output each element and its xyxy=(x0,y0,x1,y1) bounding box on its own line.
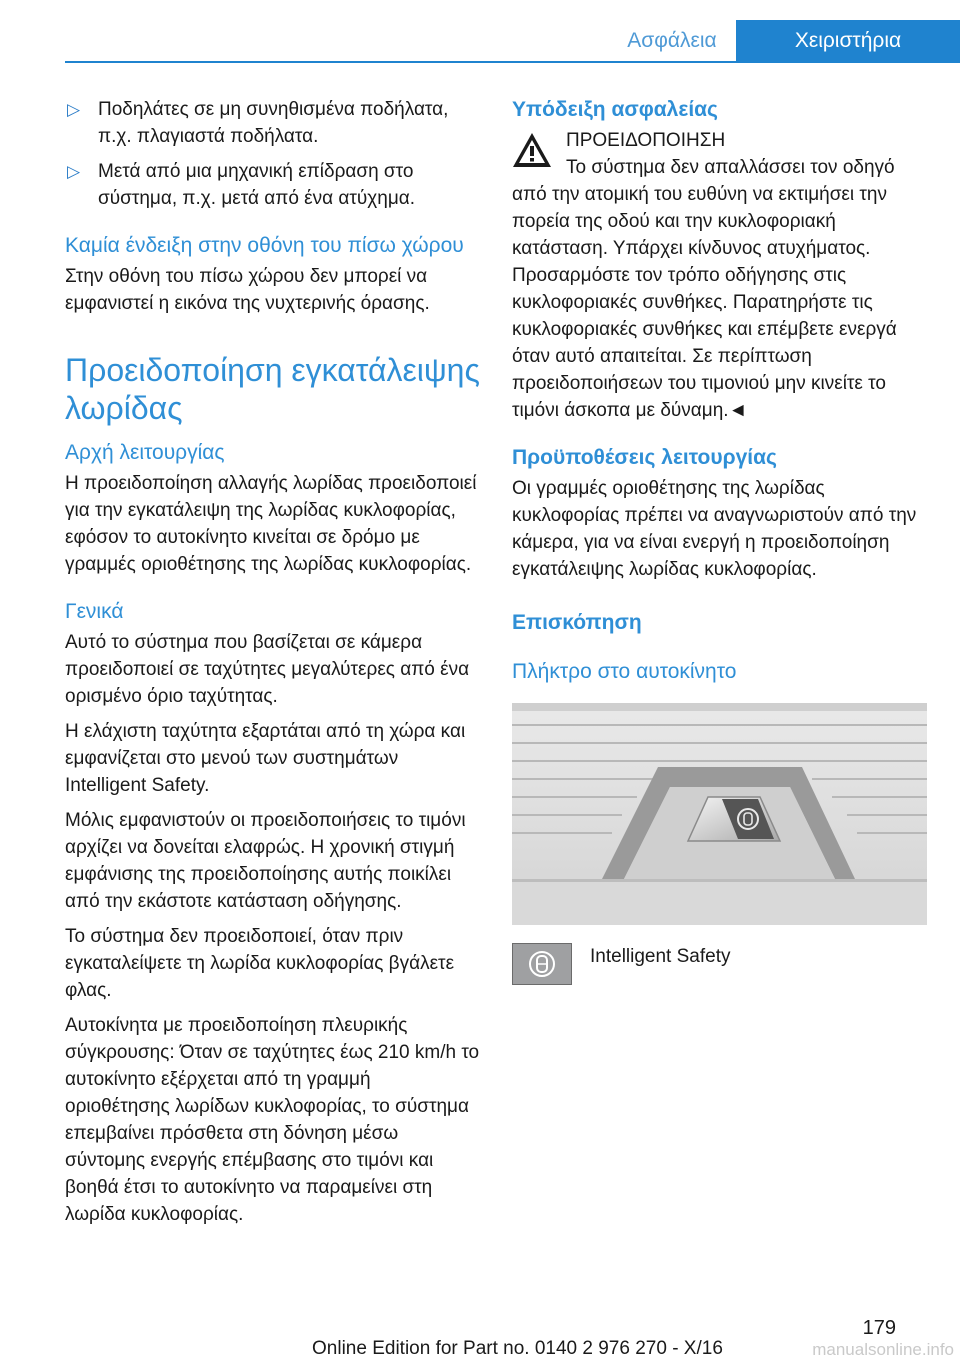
section-heading-button: Πλήκτρο στο αυτοκίνητο xyxy=(512,660,737,683)
header-tabs xyxy=(608,20,960,62)
section-heading-safety: Υπόδειξη ασφαλείας xyxy=(512,98,718,121)
warning-block xyxy=(512,127,927,424)
paragraph: Η ελάχιστη ταχύτητα εξαρτάται από τη χώρα και εμφανίζεται στο μενού των συστημάτων Intelligent Safety. xyxy=(65,721,466,796)
tab-safety[interactable]: Ασφάλεια xyxy=(608,20,736,62)
section-heading-principle: Αρχή λειτουργίας xyxy=(65,441,225,464)
edition-footer: Online Edition for Part no. 0140 2 976 270 - X/16 xyxy=(312,1338,723,1359)
left-column xyxy=(65,96,480,1236)
button-legend xyxy=(512,943,927,985)
list-item: ▷ Μετά από μια μηχανική επίδραση στο σύστημα, π.χ. μετά από ένα ατύχημα. xyxy=(65,158,480,212)
tab-controls[interactable]: Χειριστήρια xyxy=(736,20,960,62)
page-title: Προειδοποίηση εγκατάλειψης λωρίδας xyxy=(65,352,480,426)
watermark: manualsonline.info xyxy=(812,1340,954,1359)
paragraph: Οι γραμμές οριοθέτησης της λωρίδας κυκλοφορίας πρέπει να αναγνωριστούν από την κάμερα, για να είναι ενεργή η προειδοποίηση εγκατάλειψης λωρίδας κυκλοφορίας. xyxy=(512,478,917,580)
page-number: 179 xyxy=(862,1317,896,1339)
header-divider xyxy=(65,61,960,63)
paragraph: Αυτοκίνητα με προειδοποίηση πλευρικής σύγκρουσης: Όταν σε ταχύτητες έως 210 km/h το αυτοκίνητο εξέρχεται από τη γραμμή οριοθέτησης λωρίδων κυκλοφορίας, το σύστημα επεμβαίνει πρόσθετα στη δόνηση μέσω σύντομης ενεργής επέμβασης στο τιμόνι και βοηθά έτσι το αυτοκίνητο να παραμείνει στη λωρίδα κυκλοφορίας. xyxy=(65,1015,480,1225)
warning-text: Το σύστημα δεν απαλλάσσει τον οδηγό από την ατομική του ευθύνη να εκτιμήσει την πορεία της οδού και την κυκλοφοριακή κατάσταση. Υπάρχει κίνδυνος ατυχήματος. Προσαρμόστε τον τρόπο οδήγησης στις κυκλοφοριακές συνθήκες. Παρατηρήστε τις κυκλοφοριακές συνθήκες και επέμβετε ενεργά όταν αυτό απαιτείται. Σε περίπτωση προειδοποιήσεων του τιμονιού μην κινείτε το τιμόνι άσκοπα με δύναμη.◄ xyxy=(512,157,897,421)
paragraph: Μόλις εμφανιστούν οι προειδοποιήσεις το τιμόνι αρχίζει να δονείται ελαφρώς. Η χρονική στιγμή εμφάνισης της προειδοποίησης αυτής ποικίλει από την εκάστοτε κατάσταση οδήγησης. xyxy=(65,810,466,912)
paragraph: Το σύστημα δεν προειδοποιεί, όταν πριν εγκαταλείψετε τη λωρίδα κυκλοφορίας βγάλετε φλας. xyxy=(65,926,455,1001)
triangle-bullet-icon: ▷ xyxy=(67,100,81,119)
list-item: ▷ Ποδηλάτες σε μη συνηθισμένα ποδήλατα, π.χ. πλαγιαστά ποδήλατα. xyxy=(65,96,480,150)
section-heading-no-display: Καμία ένδειξη στην οθόνη του πίσω χώρου xyxy=(65,234,464,257)
section-heading-overview: Επισκόπηση xyxy=(512,611,642,634)
paragraph: Στην οθόνη του πίσω χώρου δεν μπορεί να εμφανιστεί η εικόνα της νυχτερινής όρασης. xyxy=(65,266,430,314)
triangle-bullet-icon: ▷ xyxy=(67,162,81,181)
intelligent-safety-label: Intelligent Safety xyxy=(590,946,731,967)
section-heading-prerequisites: Προϋποθέσεις λειτουργίας xyxy=(512,446,777,469)
warning-label: ΠΡΟΕΙΔΟΠΟΙΗΣΗ xyxy=(566,130,726,151)
section-heading-general: Γενικά xyxy=(65,600,124,623)
paragraph: Η προειδοποίηση αλλαγής λωρίδας προειδοποιεί για την εγκατάλειψη της λωρίδας κυκλοφορίας, εφόσον το αυτοκίνητο κινείται σε δρόμο με γραμμές οριοθέτησης της λωρίδας κυκλοφορίας. xyxy=(65,473,477,575)
right-column xyxy=(512,96,927,985)
paragraph: Αυτό το σύστημα που βασίζεται σε κάμερα προειδοποιεί σε ταχύτητες μεγαλύτερες από ένα ορισμένο όριο ταχύτητας. xyxy=(65,632,470,707)
warning-triangle-icon xyxy=(512,131,552,169)
intelligent-safety-icon xyxy=(512,943,572,985)
car-button-photo xyxy=(512,703,927,925)
